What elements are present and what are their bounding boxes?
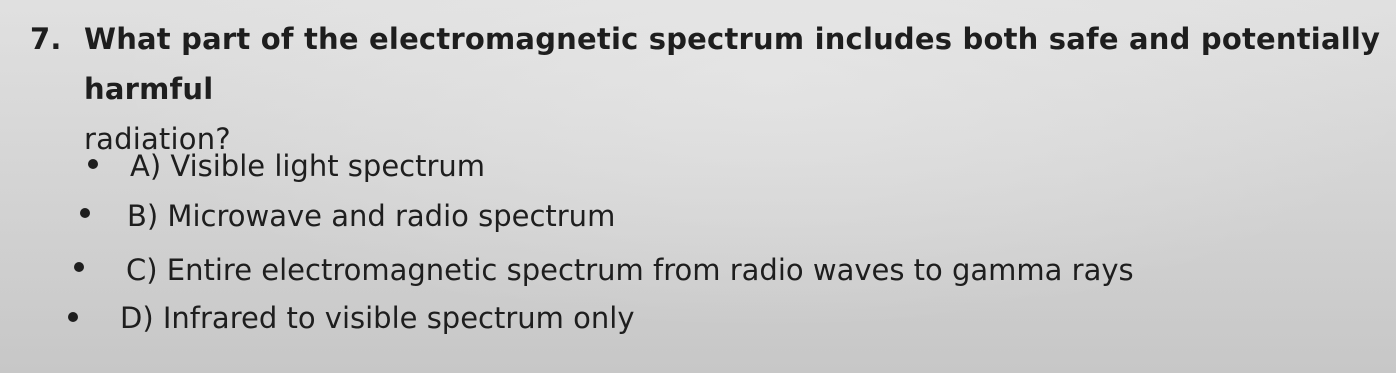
- option-d: D) Infrared to visible spectrum only: [120, 301, 635, 335]
- question-text-line2: radiation?: [84, 122, 231, 156]
- option-b: B) Microwave and radio spectrum: [127, 199, 616, 233]
- question-text-line1: What part of the electromagnetic spectrum includes both safe and potentially harmful: [84, 22, 1381, 106]
- bullet-icon: [88, 159, 98, 169]
- option-c: C) Entire electromagnetic spectrum from radio waves to gamma rays: [126, 253, 1134, 287]
- bullet-icon: [74, 262, 84, 272]
- question-number: 7.: [30, 22, 62, 56]
- option-a: A) Visible light spectrum: [130, 149, 486, 183]
- bullet-icon: [80, 208, 90, 218]
- bullet-icon: [68, 312, 78, 322]
